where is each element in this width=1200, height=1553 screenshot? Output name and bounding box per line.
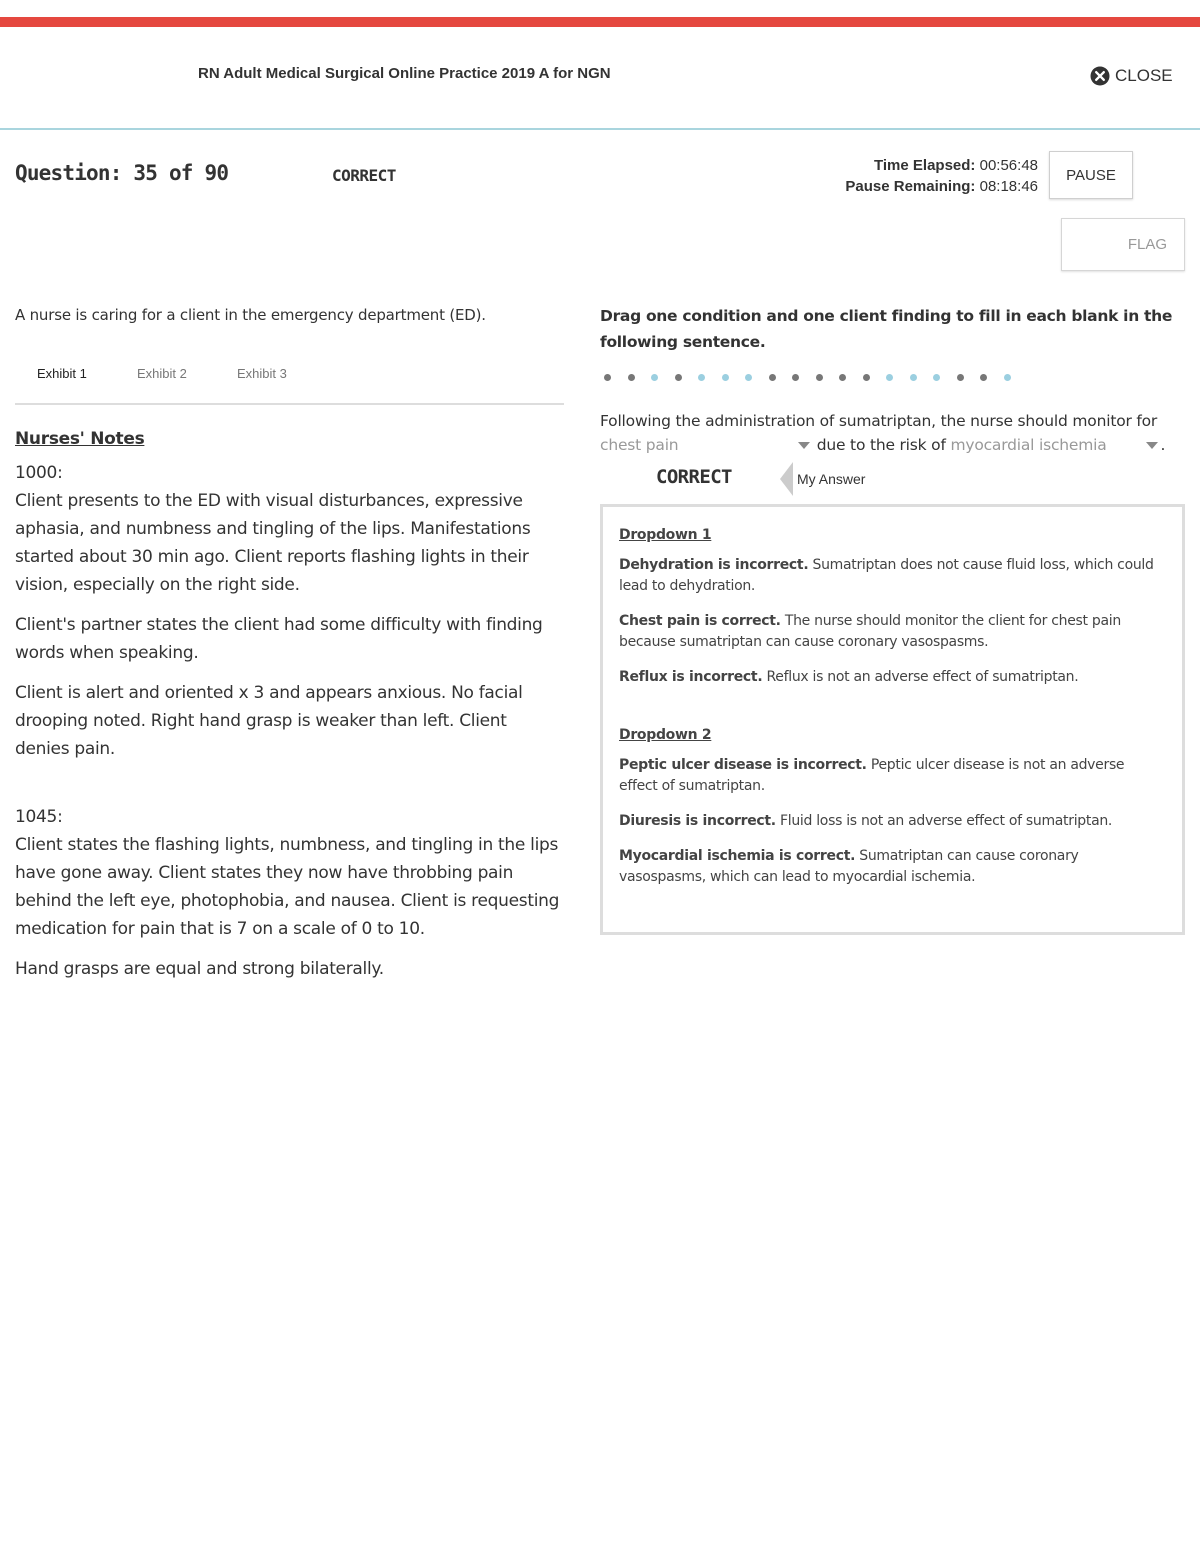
progress-dot[interactable] [604,374,628,381]
rationale-text: Peptic ulcer disease is not an adverse effect of sumatriptan. [619,757,1125,794]
progress-dot[interactable] [1004,374,1028,381]
progress-dot[interactable] [886,374,910,381]
dot-icon [792,374,799,381]
rationale-item [619,755,1166,797]
my-answer-toggle[interactable] [780,462,865,496]
note-paragraph: Client is alert and oriented x 3 and appears anxious. No facial drooping noted. Right hand grasp is weaker than left. Client denies pain. [15,683,523,759]
nurses-notes-title: Nurses' Notes [15,429,145,449]
rationale-item [619,611,1166,653]
dot-icon [628,374,635,381]
progress-dot[interactable] [792,374,816,381]
note-paragraph: Hand grasps are equal and strong bilaterally. [15,959,384,979]
time-elapsed [845,155,1038,176]
dropdown-2[interactable] [950,433,1160,457]
rationale-text: Sumatriptan does not cause fluid loss, which could lead to dehydration. [619,557,1154,594]
progress-dot[interactable] [675,374,699,381]
dot-icon [722,374,729,381]
progress-dot[interactable] [980,374,1004,381]
dot-icon [816,374,823,381]
app-title: RN Adult Medical Surgical Online Practice 2019 A for NGN [198,65,611,82]
note-paragraph: Client's partner states the client had some difficulty with finding words when speaking. [15,615,543,663]
dot-icon [651,374,658,381]
progress-dots [604,374,1027,381]
note-paragraph: Client presents to the ED with visual disturbances, expressive aphasia, and numbness and tingling of the lips. Manifestations started about 30 min ago. Client reports flashing lights in their vision, especially on the right side. [15,491,531,595]
my-answer-label: My Answer [797,471,866,487]
dot-icon [933,374,940,381]
rationale-panel [600,504,1185,935]
exhibit-tabs [15,355,564,405]
pause-remaining-value: 08:18:46 [979,178,1038,195]
dot-icon [957,374,964,381]
rationale-lead: Peptic ulcer disease is incorrect. [619,757,867,773]
dot-icon [910,374,917,381]
triangle-left-icon [780,462,793,496]
dot-icon [863,374,870,381]
dropdown-2-value: myocardial ischemia [950,436,1107,454]
question-instruction: Drag one condition and one client finding to fill in each blank in the following sentence. [600,307,1173,351]
dropdown-1-value: chest pain [600,436,679,454]
dropdown-1[interactable] [600,433,812,457]
time-elapsed-value: 00:56:48 [979,157,1038,174]
progress-dot[interactable] [957,374,981,381]
dot-icon [839,374,846,381]
question-stem: A nurse is caring for a client in the emergency department (ED). [15,306,486,324]
rationale-lead: Reflux is incorrect. [619,669,763,685]
header-bar [0,27,1200,130]
dot-icon [604,374,611,381]
progress-dot[interactable] [816,374,840,381]
note-paragraph: Client states the flashing lights, numbness, and tingling in the lips have gone away. Client states they now have throbbing pain behind the left eye, photophobia, and nausea. Client is requesting medication for pain that is 7 on a scale of 0 to 10. [15,835,560,939]
fill-in-sentence [600,409,1185,457]
close-label: CLOSE [1115,66,1173,85]
progress-dot[interactable] [628,374,652,381]
dot-icon [745,374,752,381]
dot-icon [769,374,776,381]
sentence-text-before: Following the administration of sumatriptan, the nurse should monitor for [600,412,1158,430]
progress-dot[interactable] [722,374,746,381]
progress-dot[interactable] [769,374,793,381]
progress-dot[interactable] [933,374,957,381]
rationale-text: Reflux is not an adverse effect of sumatriptan. [762,669,1079,685]
dot-icon [886,374,893,381]
result-status: CORRECT [332,166,396,185]
nurses-notes [15,425,560,995]
rationale-text: Fluid loss is not an adverse effect of sumatriptan. [775,813,1113,829]
rationale-item [619,811,1166,832]
top-accent-stripe [0,17,1200,27]
chevron-down-icon [1146,442,1158,449]
answer-result: CORRECT [656,466,732,488]
progress-dot[interactable] [910,374,934,381]
rationale-text: The nurse should monitor the client for chest pain because sumatriptan can cause coronary vasospasms. [619,613,1121,650]
progress-dot[interactable] [698,374,722,381]
progress-dot[interactable] [745,374,769,381]
progress-dot[interactable] [839,374,863,381]
rationale-item [619,667,1166,688]
dot-icon [675,374,682,381]
pause-remaining [845,176,1038,197]
rationale-dropdown-2-title: Dropdown 2 [619,727,712,743]
sentence-text-end: . [1160,436,1166,454]
question-counter: Question: 35 of 90 [15,161,229,185]
note-time: 1000: [15,463,63,483]
pause-button[interactable]: PAUSE [1049,151,1133,199]
rationale-lead: Myocardial ischemia is correct. [619,848,856,864]
time-elapsed-label: Time Elapsed: [874,157,976,174]
close-button[interactable] [1090,66,1173,86]
close-circle-icon [1090,66,1110,86]
rationale-lead: Chest pain is correct. [619,613,781,629]
flag-button[interactable]: FLAG [1061,218,1185,271]
rationale-lead: Dehydration is incorrect. [619,557,809,573]
progress-dot[interactable] [863,374,887,381]
timer-panel [845,155,1038,197]
note-time: 1045: [15,807,63,827]
tab-exhibit-2[interactable]: Exhibit 2 [137,366,187,381]
rationale-item [619,555,1166,597]
tab-exhibit-3[interactable]: Exhibit 3 [237,366,287,381]
sentence-text-middle: due to the risk of [816,436,946,454]
progress-dot[interactable] [651,374,675,381]
chevron-down-icon [798,442,810,449]
rationale-lead: Diuresis is incorrect. [619,813,776,829]
dot-icon [698,374,705,381]
rationale-dropdown-1-title: Dropdown 1 [619,527,712,543]
tab-exhibit-1[interactable]: Exhibit 1 [37,366,87,381]
pause-remaining-label: Pause Remaining: [845,178,976,195]
rationale-text: Sumatriptan can cause coronary vasospasms, which can lead to myocardial ischemia. [619,848,1079,885]
dot-icon [1004,374,1011,381]
dot-icon [980,374,987,381]
rationale-item [619,846,1166,888]
